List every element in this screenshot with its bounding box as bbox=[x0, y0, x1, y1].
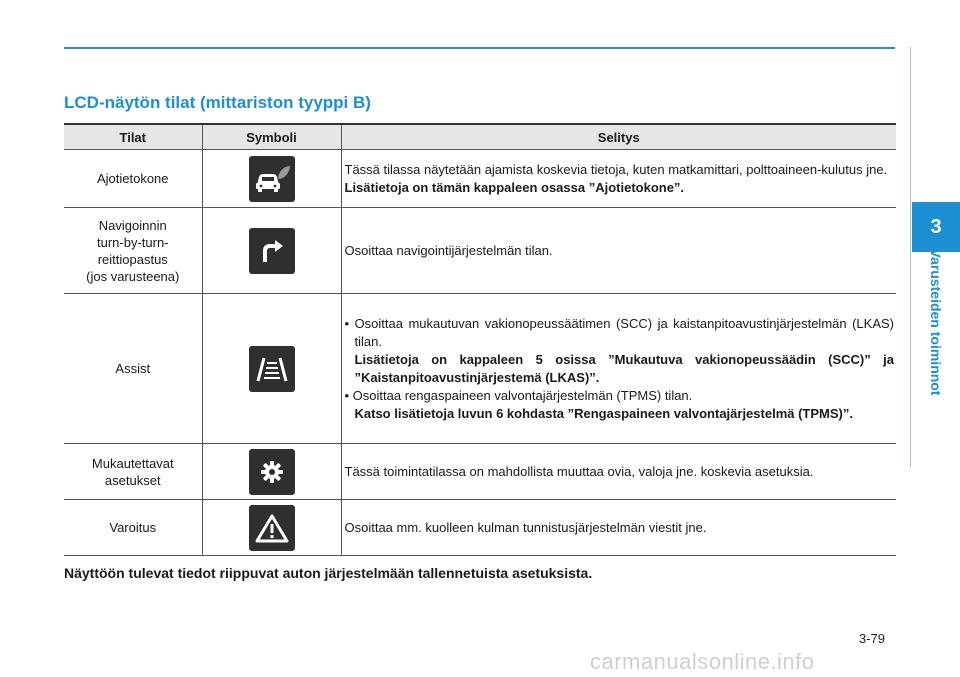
row-note: Lisätietoja on tämän kappaleen osassa ”Ajotietokone”. bbox=[344, 179, 685, 195]
lcd-modes-table bbox=[64, 123, 896, 556]
chapter-title: Varusteiden toiminnot bbox=[928, 248, 944, 396]
lane-assist-icon bbox=[249, 346, 295, 392]
turn-right-arrow-icon bbox=[249, 228, 295, 274]
row-bullet: • Osoittaa mukautuvan vakionopeussäätimen (SCC) ja kaistanpitoavustinjärjestelmän (LKAS) tilan. bbox=[344, 315, 894, 349]
row-state: Ajotietokone bbox=[64, 150, 202, 208]
header-description: Selitys bbox=[341, 124, 896, 150]
row-description: Tässä tilassa näytetään ajamista koskevia tietoja, kuten matkamittari, polttoaineen-kulutus jne. bbox=[344, 161, 888, 177]
row-state-line: Navigoinnin bbox=[98, 217, 167, 233]
chapter-tab: 3 bbox=[912, 202, 960, 252]
watermark: carmanualsonline.info bbox=[590, 649, 815, 674]
header-symbol: Symboli bbox=[202, 124, 341, 150]
row-state-line: reittiopastus bbox=[97, 251, 168, 267]
table-row bbox=[64, 500, 896, 556]
warning-triangle-icon bbox=[249, 505, 295, 551]
page-number: 3-79 bbox=[859, 631, 886, 646]
row-note: Lisätietoja on kappaleen 5 osissa ”Mukautuva vakionopeussäädin (SCC)” ja ”Kaistanpitoavustinjärjestemä (LKAS)”. bbox=[354, 351, 894, 385]
row-state: Assist bbox=[64, 294, 202, 444]
side-rule bbox=[910, 47, 911, 467]
row-state-line: Mukautettavat bbox=[91, 455, 174, 471]
section-title: LCD-näytön tilat (mittariston tyyppi B) bbox=[64, 93, 371, 112]
row-description: Tässä toimintatilassa on mahdollista muuttaa ovia, valoja jne. koskevia asetuksia. bbox=[341, 444, 896, 500]
table-row bbox=[64, 294, 896, 444]
row-state: Varoitus bbox=[64, 500, 202, 556]
table-header-row bbox=[64, 124, 896, 150]
table-row bbox=[64, 150, 896, 208]
row-description: Osoittaa mm. kuolleen kulman tunnistusjärjestelmän viestit jne. bbox=[341, 500, 896, 556]
car-leaf-icon bbox=[249, 156, 295, 202]
gear-icon bbox=[249, 449, 295, 495]
top-rule bbox=[64, 47, 895, 49]
table-row bbox=[64, 444, 896, 500]
row-bullet: • Osoittaa rengaspaineen valvontajärjestelmän (TPMS) tilan. bbox=[344, 387, 693, 403]
row-state-line: (jos varusteena) bbox=[86, 268, 180, 284]
row-state-line: turn-by-turn- bbox=[96, 234, 169, 250]
table-row bbox=[64, 208, 896, 294]
header-state: Tilat bbox=[64, 124, 202, 150]
row-state-line: asetukset bbox=[104, 472, 161, 488]
row-note: Katso lisätietoja luvun 6 kohdasta ”Rengaspaineen valvontajärjestelmä (TPMS)”. bbox=[354, 405, 853, 421]
footnote: Näyttöön tulevat tiedot riippuvat auton järjestelmään tallennetuista asetuksista. bbox=[64, 565, 593, 581]
row-description: Osoittaa navigointijärjestelmän tilan. bbox=[341, 208, 896, 294]
